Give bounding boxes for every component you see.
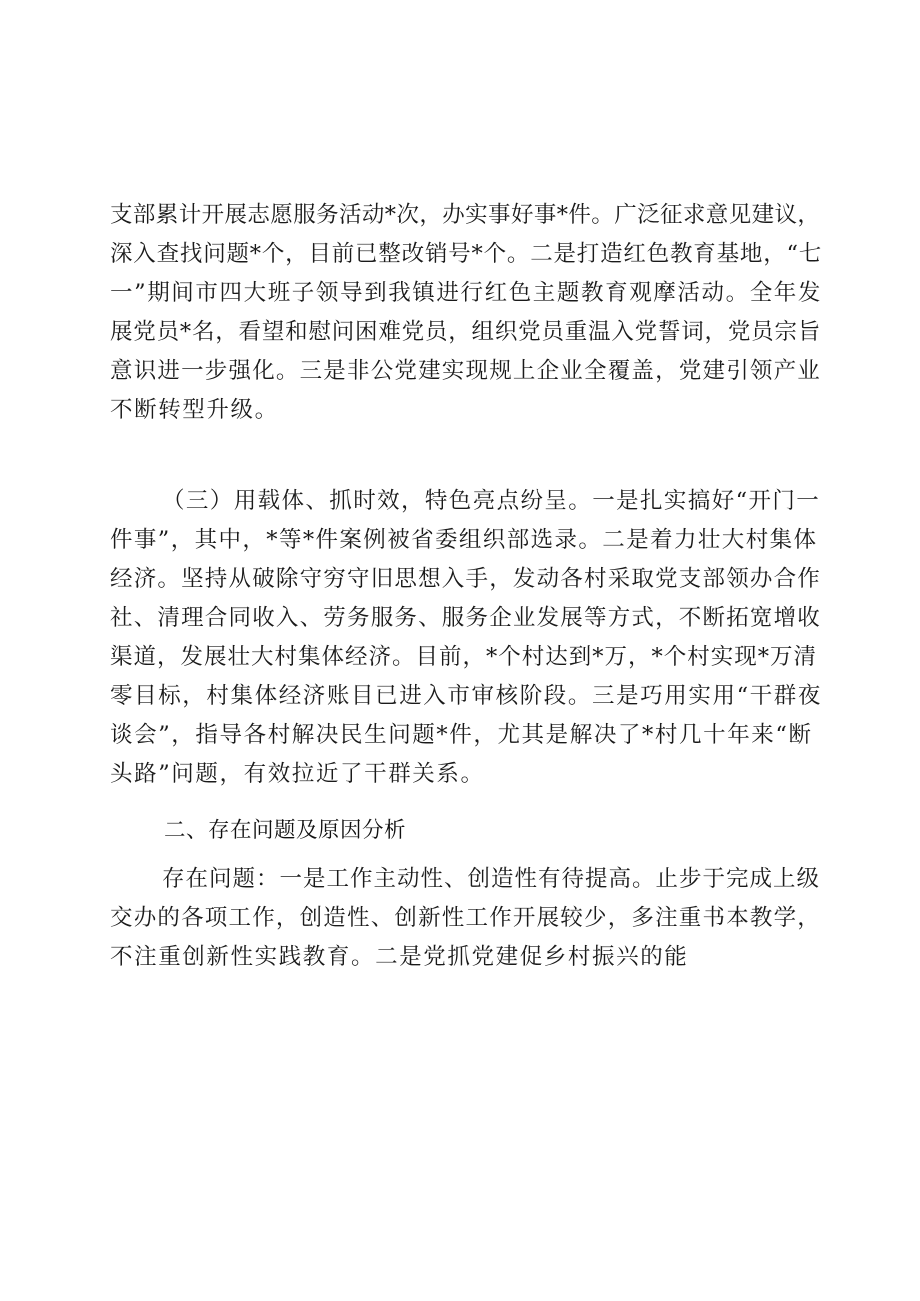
text-line: 支部累计开展志愿服务活动*次，办实事好事*件。广泛征求意见建议， [110,202,821,228]
text-line: 头路”问题，有效拉近了干群关系。 [110,761,485,787]
text-line: 渠道，发展壮大村集体经济。目前，*个村达到*万，*个村实现*万清 [110,644,818,670]
text-line: 件事”，其中，*等*件案例被省委组织部选录。二是着力壮大村集体 [110,527,818,553]
text-line: 交办的各项工作，创造性、创新性工作开展较少，多注重书本教学， [110,905,822,931]
text-line: 零目标，村集体经济账目已进入市审核阶段。三是巧用实用“干群夜 [110,683,822,709]
text-line: 存在问题：一是工作主动性、创造性有待提高。止步于完成上级 [162,866,821,892]
paragraph-continuation [110,196,822,430]
text-line: （三）用载体、抓时效，特色亮点纷呈。一是扎实搞好“开门一 [162,488,821,514]
text-line: 意识进一步强化。三是非公党建实现规上企业全覆盖，党建引领产业 [110,358,822,384]
section-heading: 二、存在问题及原因分析 [164,818,407,843]
text-line: 展党员*名，看望和慰问困难党员，组织党员重温入党誓词，党员宗旨 [110,319,822,345]
paragraph-existing-problems [110,860,822,977]
text-line: 不注重创新性实践教育。二是党抓党建促乡村振兴的能 [110,944,689,970]
text-line: 社、清理合同收入、劳务服务、服务企业发展等方式，不断拓宽增收 [110,605,822,631]
text-line: 不断转型升级。 [110,397,279,423]
text-line: 经济。坚持从破除守穷守旧思想入手，发动各村采取党支部领办合作 [110,566,822,592]
text-line: 深入查找问题*个，目前已整改销号*个。二是打造红色教育基地，“七 [110,241,822,267]
text-line: 一”期间市四大班子领导到我镇进行红色主题教育观摩活动。全年发 [110,280,822,306]
paragraph-special-highlights [110,482,822,794]
text-line: 谈会”，指导各村解决民生问题*件，尤其是解决了*村几十年来“断 [110,722,813,748]
